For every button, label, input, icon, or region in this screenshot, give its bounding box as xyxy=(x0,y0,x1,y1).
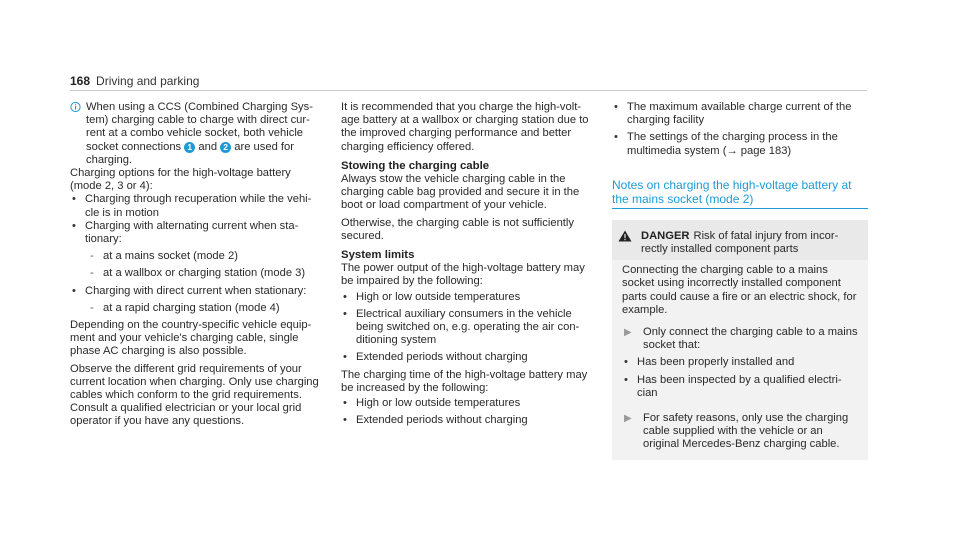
note-text-end: are used for charging. xyxy=(86,140,294,166)
action-arrow-icon: ▶ xyxy=(624,327,632,339)
section-heading-divider xyxy=(612,208,868,209)
list-item: • Has been inspected by a qualified electri-cian xyxy=(622,374,858,400)
action-step-1 xyxy=(622,326,858,352)
list-item: • Electrical auxiliary consumers in the vehicle being switched on, e.g. operating the air con-ditioning system xyxy=(341,308,596,348)
list-item: - at a rapid charging station (mode 4) xyxy=(70,302,323,315)
paragraph-recommendation: It is recommended that you charge the high-volt-age battery at a wallbox or charging station due to the improved charging performance and better charging efficiency offered. xyxy=(341,101,589,153)
list-item: • Charging through recuperation while the vehi-cle is in motion xyxy=(70,193,323,219)
paragraph-single-phase: Depending on the country-specific vehicle equip-ment and your vehicle's charging cable, single phase AC charging is also possible. xyxy=(70,319,312,358)
paragraph-grid-requirements: Observe the different grid requirements of your current location when charging. Only use charging cables which conform to the grid requirements. Consult a qualified electrician or your local grid operator if you have any questions. xyxy=(70,362,319,428)
paragraph-charging-time: The charging time of the high-voltage battery may be increased by the following: xyxy=(341,368,588,394)
danger-label: DANGER xyxy=(641,229,690,242)
section-heading-mains-socket: Notes on charging the high-voltage battery at the mains socket (mode 2) xyxy=(612,177,852,206)
charging-time-list xyxy=(341,397,596,427)
list-item: • Has been properly installed and xyxy=(622,356,858,369)
page-number: 168 xyxy=(70,74,91,88)
list-item: • The maximum available charge current of the charging facility xyxy=(612,101,868,127)
charging-options-intro: Charging options for the high-voltage battery (mode 2, 3 or 4): xyxy=(70,167,291,193)
list-item: • Charging with alternating current when sta-tionary: xyxy=(70,220,323,246)
list-item: • High or low outside temperatures xyxy=(341,291,596,304)
danger-header xyxy=(612,220,868,260)
danger-title xyxy=(641,230,860,256)
danger-title-text: Risk of fatal injury from incor-rectly installed component parts xyxy=(641,229,839,256)
info-note-text xyxy=(86,101,323,167)
socket-badge-1: 1 xyxy=(184,142,195,153)
charging-options-list xyxy=(70,193,323,246)
list-item: • Extended periods without charging xyxy=(341,414,596,427)
column-1 xyxy=(70,101,323,429)
danger-body xyxy=(612,260,868,459)
list-item: • The settings of the charging process in the multimedia system (→ page 183) xyxy=(612,131,868,157)
header-divider xyxy=(70,90,867,91)
action-step-2 xyxy=(622,412,858,452)
warning-triangle-icon xyxy=(618,230,641,256)
ac-mode-list xyxy=(70,250,323,280)
column-2 xyxy=(341,101,596,427)
limits-list xyxy=(341,291,596,365)
page-header xyxy=(70,75,199,88)
list-item: • Charging with direct current when stationary: xyxy=(70,285,323,298)
action-text: Only connect the charging cable to a mains socket that: xyxy=(643,326,858,352)
paragraph-not-secured: Otherwise, the charging cable is not sufficiently secured. xyxy=(341,216,574,242)
danger-box xyxy=(612,220,868,460)
note-text-and: and xyxy=(195,140,221,153)
list-item: • Extended periods without charging xyxy=(341,351,596,364)
list-item: - at a mains socket (mode 2) xyxy=(70,250,323,263)
heading-system-limits: System limits xyxy=(341,249,415,262)
list-item: - at a wallbox or charging station (mode 3) xyxy=(70,267,323,280)
section-title: Driving and parking xyxy=(96,74,200,88)
dc-mode-list xyxy=(70,302,323,315)
note-text-start: When using a CCS (Combined Charging Sys-tem) charging cable to charge with direct cur-rent at a combo vehicle socket, both vehicle socket connections xyxy=(86,101,313,153)
paragraph-limits-intro: The power output of the high-voltage battery may be impaired by the following: xyxy=(341,262,585,288)
dc-option-list xyxy=(70,285,323,298)
action-arrow-icon: ▶ xyxy=(624,413,632,425)
danger-text: Connecting the charging cable to a mains socket using incorrectly installed component parts could cause a fire or an electric shock, for example. xyxy=(622,264,857,316)
paragraph-stowing: Always stow the vehicle charging cable in the charging cable bag provided and secure it in the boot or load compartment of your vehicle. xyxy=(341,173,580,212)
column-3 xyxy=(612,101,868,460)
info-note xyxy=(70,101,323,167)
socket-badge-2: 2 xyxy=(220,142,231,153)
action-text: For safety reasons, only use the charging cable supplied with the vehicle or an original Mercedes-Benz charging cable. xyxy=(643,412,849,451)
info-icon xyxy=(70,101,86,167)
heading-stowing: Stowing the charging cable xyxy=(341,159,490,172)
requirements-list xyxy=(622,356,858,400)
list-item: • High or low outside temperatures xyxy=(341,397,596,410)
charging-factors-list xyxy=(612,101,868,158)
